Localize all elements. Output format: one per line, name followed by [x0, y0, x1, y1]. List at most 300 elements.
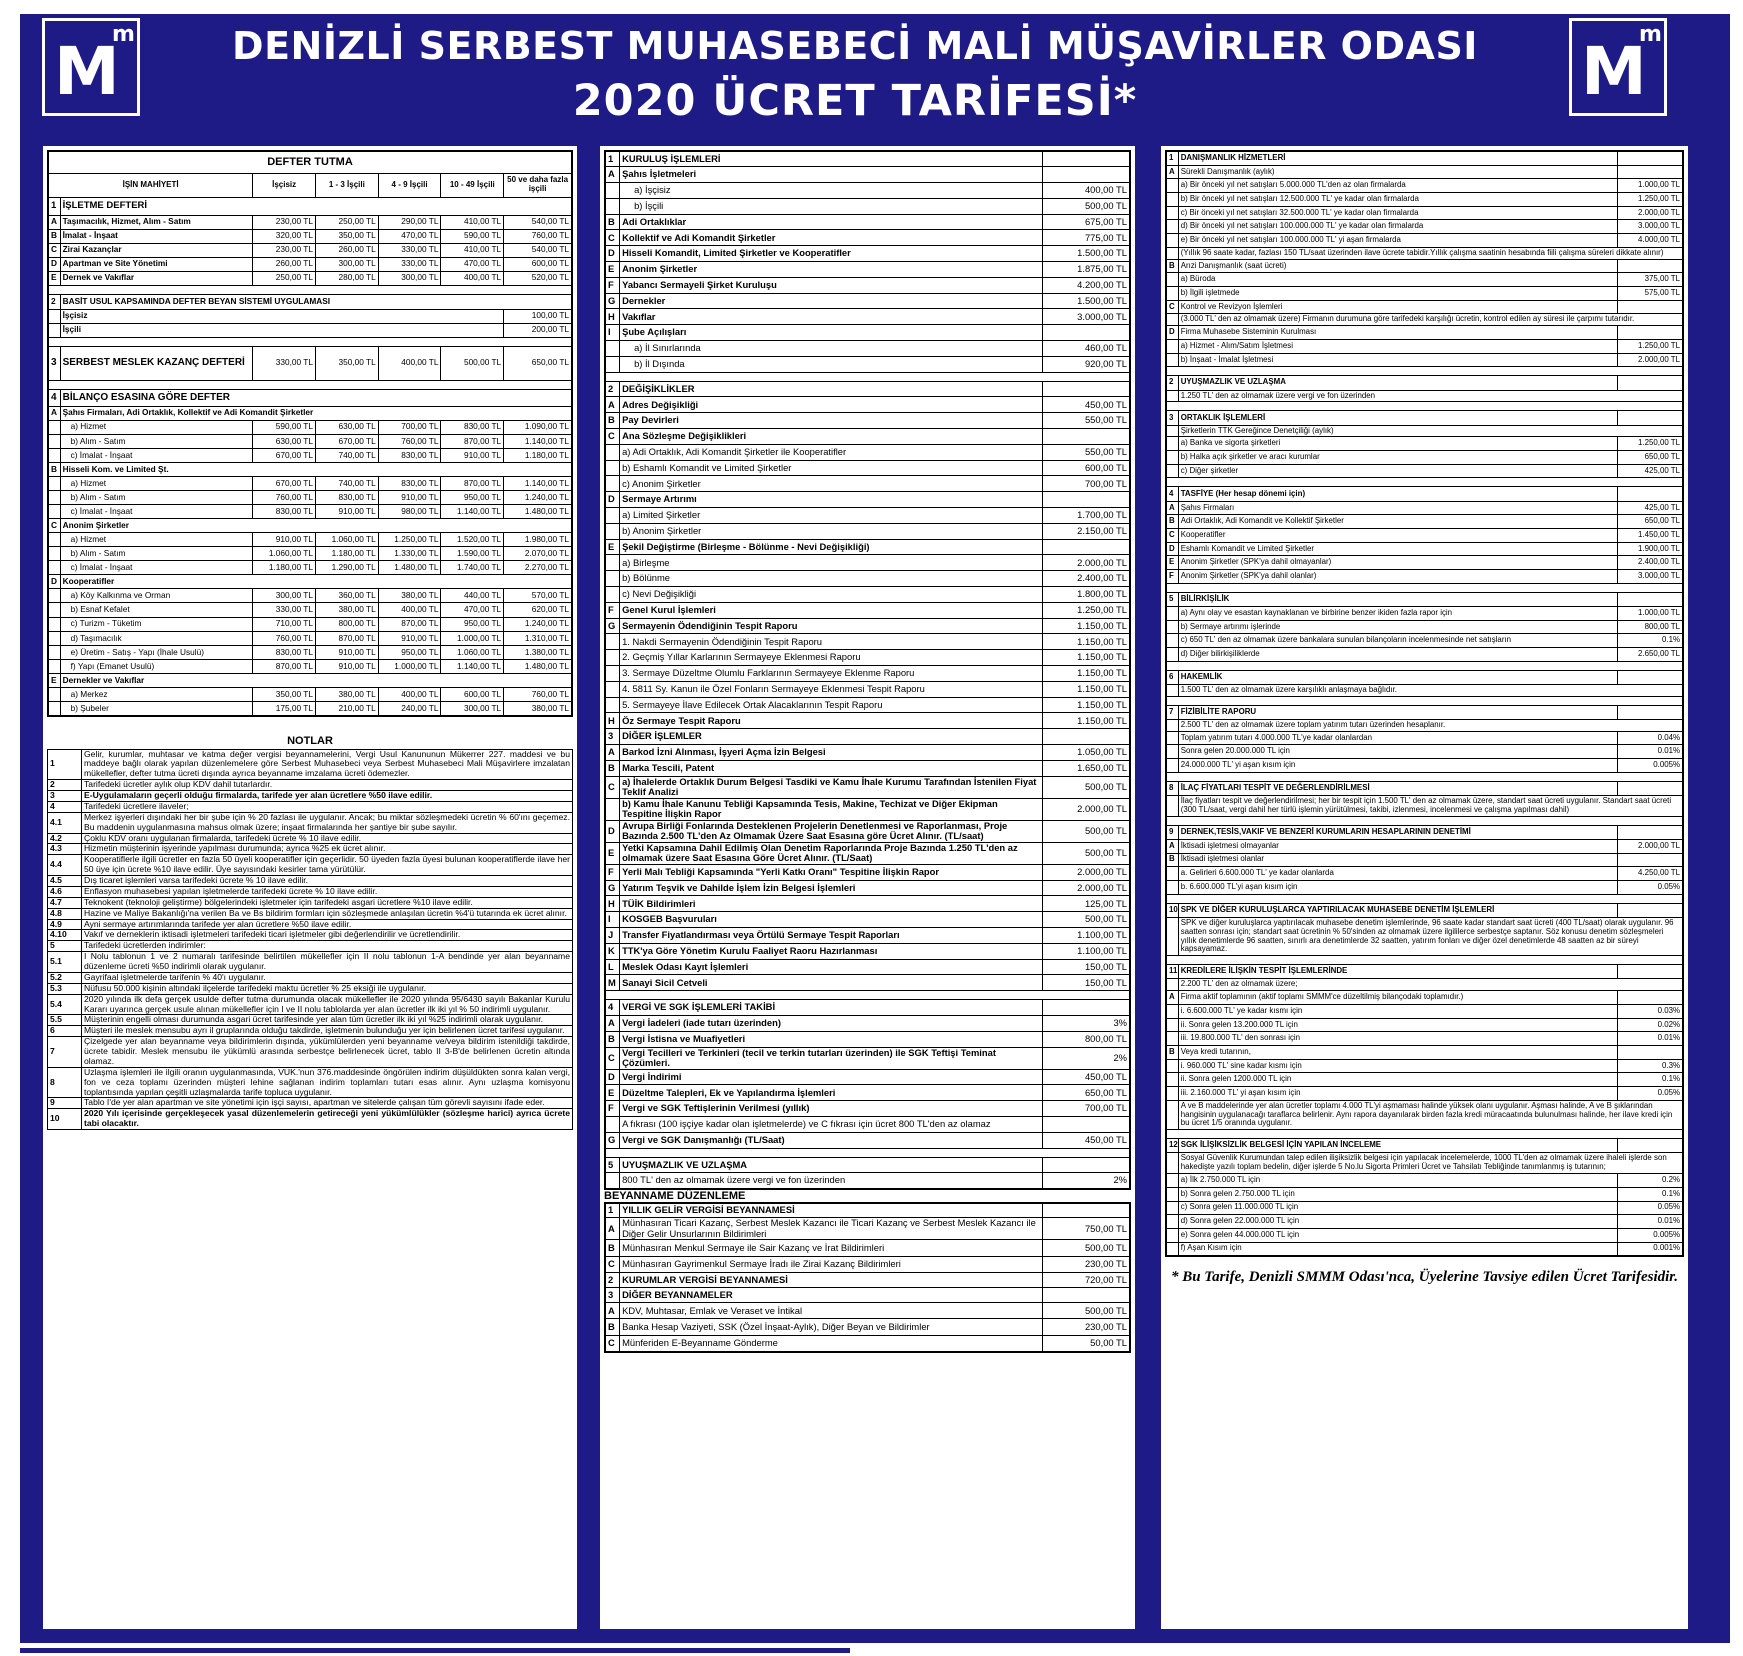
row-code: D — [1166, 542, 1178, 556]
row-code — [1166, 796, 1178, 817]
row-label: a) Hizmet - Alım/Satım İşletmesi — [1178, 339, 1618, 353]
row-label: TASFİYE (Her hesap dönemi için) — [1178, 487, 1618, 501]
price-cell: 2.400,00 TL — [1042, 571, 1130, 587]
note-row — [48, 876, 573, 887]
table-row — [1166, 853, 1683, 867]
row-code: F — [605, 1101, 620, 1117]
row-code: C — [1166, 300, 1178, 314]
logo-letter: M — [54, 33, 120, 110]
row-label: UYUŞMAZLIK VE UZLAŞMA — [620, 1157, 1043, 1173]
table-row — [605, 1117, 1130, 1133]
price-cell — [1618, 165, 1683, 179]
price-cell: 500,00 TL — [1042, 1303, 1130, 1319]
row-label: A ve B maddelerinde yer alan ücretler toplamı 4.000 TL'yi aşmaması halinde yüksek olanı uygulanır. Aşması halinde, A ve B şıklarından hangisinin uygulanacağı taraflarca belirlenir. Aynı rapora dayanılarak birden fazla kredi müracaatında bulunulması halinde, her ilave kredi için bu ücret 1/5 oranında uygulanır. — [1178, 1100, 1683, 1130]
row-code: E — [605, 1085, 620, 1101]
row-label: Sanayi Sicil Cetveli — [620, 975, 1043, 991]
price-cell: 1.050,00 TL — [1042, 744, 1130, 760]
table-row — [605, 697, 1130, 713]
row-code: D — [1166, 326, 1178, 340]
row-code: C — [48, 243, 60, 257]
table-row — [605, 1069, 1130, 1085]
row-label: a) Köy Kalkınma ve Orman — [60, 589, 253, 603]
price-cell — [1042, 539, 1130, 555]
table-row — [605, 555, 1130, 571]
note-row — [48, 1037, 573, 1068]
table-row — [1166, 991, 1683, 1005]
chamber-logo — [1569, 18, 1667, 116]
row-label: Taşımacılık, Hizmet, Alım - Satım — [60, 215, 253, 229]
price-cell: 410,00 TL — [441, 243, 504, 257]
note-number: 7 — [48, 1037, 82, 1068]
row-code: L — [605, 959, 620, 975]
row-code: H — [605, 713, 620, 729]
row-label: KURUMLAR VERGİSİ BEYANNAMESİ — [620, 1273, 1043, 1288]
row-code — [1166, 273, 1178, 287]
row-code — [605, 198, 620, 214]
table-row — [1166, 542, 1683, 556]
table-row — [1166, 339, 1683, 353]
price-cell: 740,00 TL — [315, 448, 378, 462]
price-cell: 240,00 TL — [378, 702, 441, 716]
note-number: 4.9 — [48, 919, 82, 930]
row-code — [605, 341, 620, 357]
price-cell: 0.01% — [1618, 1215, 1683, 1229]
table-row — [1166, 867, 1683, 881]
table-row — [1166, 353, 1683, 367]
price-cell: 440,00 TL — [441, 589, 504, 603]
table-row — [1166, 273, 1683, 287]
table-row — [605, 460, 1130, 476]
row-code — [1166, 425, 1178, 437]
logo-superscript: m — [112, 22, 135, 47]
table-row — [605, 650, 1130, 666]
table-row — [48, 448, 572, 462]
row-code — [1166, 1100, 1178, 1130]
section-title: SERBEST MESLEK KAZANÇ DEFTERİ — [60, 346, 253, 380]
price-cell — [1042, 1203, 1130, 1218]
row-label: DİĞER BEYANNAMELER — [620, 1288, 1043, 1303]
table-row — [1166, 206, 1683, 220]
row-code — [1166, 247, 1178, 259]
section-row — [1166, 411, 1683, 425]
row-code: F — [605, 864, 620, 880]
price-cell: 670,00 TL — [253, 476, 316, 490]
note-text: Müşteri ile meslek mensubu ayrı il gruplarında olduğu takdirde, işletmenin bulunduğu yer için belirlenen ücret tarifesi uygulanır. — [82, 1026, 573, 1037]
price-cell: 670,00 TL — [253, 448, 316, 462]
price-cell: 1.240,00 TL — [504, 617, 572, 631]
section-number: 3 — [48, 346, 60, 380]
spacer — [48, 337, 572, 346]
row-label: a. Gelirleri 6.600.000 TL' ye kadar olanlarda — [1178, 867, 1618, 881]
row-label: c) Bir önceki yıl net satışları 32.500.000 TL' ye kadar olan firmalarda — [1178, 206, 1618, 220]
row-code: E — [605, 539, 620, 555]
price-cell: 775,00 TL — [1042, 230, 1130, 246]
table-row — [605, 293, 1130, 309]
row-code — [605, 666, 620, 682]
price-cell: 1.180,00 TL — [315, 547, 378, 561]
row-code: E — [48, 271, 60, 285]
row-label: 24.000.000 TL' yi aşan kısım için — [1178, 759, 1618, 773]
spacer — [1166, 583, 1683, 592]
table-row — [605, 912, 1130, 928]
row-label: FİZİBİLİTE RAPORU — [1178, 705, 1618, 719]
table-row — [605, 246, 1130, 262]
row-code: E — [605, 842, 620, 864]
row-code — [605, 650, 620, 666]
table-row — [605, 1303, 1130, 1319]
row-code — [605, 460, 620, 476]
group-row — [48, 673, 572, 687]
price-cell: 250,00 TL — [253, 271, 316, 285]
row-label: SGK İLİŞİKSİZLİK BELGESİ İÇİN YAPILAN İNCELEME — [1178, 1139, 1618, 1153]
price-cell: 650,00 TL — [504, 346, 572, 380]
price-cell — [1618, 1139, 1683, 1153]
price-cell: 0.02% — [1618, 1018, 1683, 1032]
row-label: Veya kredi tutarının, — [1178, 1045, 1618, 1059]
price-cell — [1618, 300, 1683, 314]
price-cell: 1.000,00 TL — [378, 659, 441, 673]
section-row — [1166, 670, 1683, 684]
section-row — [1166, 592, 1683, 606]
row-code: C — [605, 1047, 620, 1069]
section-row — [605, 151, 1130, 167]
row-code: 4 — [1166, 487, 1178, 501]
table-row — [605, 618, 1130, 634]
spacer-row — [48, 285, 572, 294]
price-cell: 590,00 TL — [441, 229, 504, 243]
price-cell: 1.500,00 TL — [1042, 293, 1130, 309]
table-row — [48, 434, 572, 448]
row-code: A — [48, 215, 60, 229]
row-code — [48, 589, 60, 603]
spacer — [1166, 402, 1683, 411]
price-cell: 0.05% — [1618, 880, 1683, 894]
table-title: DEFTER TUTMA — [48, 151, 572, 173]
price-cell: 400,00 TL — [378, 346, 441, 380]
row-label: b) Anonim Şirketler — [620, 523, 1043, 539]
price-cell: 260,00 TL — [253, 257, 316, 271]
spacer — [1166, 661, 1683, 670]
price-cell: 600,00 TL — [441, 687, 504, 701]
table-row — [1166, 1228, 1683, 1242]
row-label: Münhasıran Menkul Sermaye ile Sair Kazanç ve İrat Bildirimleri — [620, 1240, 1043, 1256]
section-number: 2 — [48, 294, 60, 309]
note-row — [48, 1015, 573, 1026]
price-cell — [1042, 1157, 1130, 1173]
price-cell: 500,00 TL — [1042, 842, 1130, 864]
row-label: Sermaye Artırımı — [620, 492, 1043, 508]
row-label: a) İşçisiz — [620, 183, 1043, 199]
price-cell: 1.180,00 TL — [253, 561, 316, 575]
section-row — [605, 1273, 1130, 1288]
row-code: 4 — [605, 1000, 620, 1016]
table-row — [605, 341, 1130, 357]
price-cell: 870,00 TL — [441, 476, 504, 490]
row-code: 12 — [1166, 1139, 1178, 1153]
price-cell: 600,00 TL — [504, 257, 572, 271]
table-row — [1166, 165, 1683, 179]
price-cell: 150,00 TL — [1042, 959, 1130, 975]
row-code — [1166, 1004, 1178, 1018]
row-code — [605, 523, 620, 539]
note-text: Uzlaşma işlemleri ile ilgili oranın uygulanmasında, VUK.'nun 376.maddesinde öngörülen indirim düşüldükten sonra kalan vergi, fon ve ceza toplamı üzerinden müşteri lehine sağlanan indirim toplamları tutarı esas alınır. Aynı uzlaşma komisyonu toplantısında yapılan çeşitli uzlaşmalarda tarife topluca uygulanır. — [82, 1067, 573, 1098]
price-cell: 950,00 TL — [441, 617, 504, 631]
row-label: a) Bir önceki yıl net satışları 5.000.000 TL'den az olan firmalarda — [1178, 179, 1618, 193]
row-label: iii. 19.800.000 TL' den sonrası için — [1178, 1032, 1618, 1046]
row-label: UYUŞMAZLIK VE UZLAŞMA — [1178, 376, 1618, 390]
row-code — [48, 309, 60, 323]
price-cell: 1.250,00 TL — [1618, 339, 1683, 353]
note-text: Tarifedeki ücretler aylık olup KDV dahil tutarlardır. — [82, 780, 573, 791]
spacer — [1166, 1130, 1683, 1139]
price-cell: 100,00 TL — [504, 309, 572, 323]
price-cell: 950,00 TL — [441, 490, 504, 504]
table-row — [605, 214, 1130, 230]
price-cell: 2.270,00 TL — [504, 561, 572, 575]
price-cell: 540,00 TL — [504, 243, 572, 257]
table-row — [605, 262, 1130, 278]
table-row — [605, 1016, 1130, 1032]
table-row — [1166, 314, 1683, 326]
table-row — [1166, 451, 1683, 465]
table-row — [605, 523, 1130, 539]
left-panel — [43, 146, 577, 1629]
table-row — [48, 533, 572, 547]
row-label: b) Sermaye artırımı işlerinde — [1178, 620, 1618, 634]
row-code — [605, 681, 620, 697]
price-cell — [1618, 326, 1683, 340]
price-cell: 650,00 TL — [1618, 515, 1683, 529]
spacer — [1166, 367, 1683, 376]
price-cell: 230,00 TL — [253, 243, 316, 257]
table-row — [48, 215, 572, 229]
price-cell: 1.150,00 TL — [1042, 681, 1130, 697]
spacer-row — [1166, 478, 1683, 487]
row-label: b) Bir önceki yıl net satışları 12.500.000 TL' ye kadar olan firmalarda — [1178, 193, 1618, 207]
row-label: DANIŞMANLIK HİZMETLERİ — [1178, 151, 1618, 165]
row-label: İktisadi işletmesi olanlar — [1178, 853, 1618, 867]
note-row — [48, 812, 573, 833]
price-cell: 200,00 TL — [504, 323, 572, 337]
note-text: Gelir, kurumlar, muhtasar ve katma değer vergisi beyannamelerini, Vergi Usul Kanununun Mükerrer 227. maddesi ve bu maddeye bağlı olarak yapılan düzenlemelere göre Serbest Muhasebeci veya Serbest Muhasebeci Mali Müşavirlere imzalatan mükellefler, defter tutma ücreti dışında ayrıca beyanname imzalama ücreti ödemezler. — [82, 749, 573, 780]
row-code: 10 — [1166, 903, 1178, 917]
price-cell: 830,00 TL — [378, 448, 441, 462]
table-row — [1166, 648, 1683, 662]
spacer-row — [605, 1148, 1130, 1157]
price-cell: 1.060,00 TL — [253, 547, 316, 561]
price-cell: 3.000,00 TL — [1618, 570, 1683, 584]
price-cell: 1.140,00 TL — [441, 504, 504, 518]
price-cell: 0.1% — [1618, 634, 1683, 648]
price-cell: 2.000,00 TL — [1618, 839, 1683, 853]
row-code — [1166, 339, 1178, 353]
row-code: 1 — [605, 151, 620, 167]
price-cell: 1.330,00 TL — [378, 547, 441, 561]
price-cell: 1.060,00 TL — [441, 645, 504, 659]
note-text: Müşterinin engelli olması durumunda asgari ücret tarifesinde yer alan tüm ücretler ilk iki yıl %25 indirimli olarak uygulanır. — [82, 1015, 573, 1026]
row-label: Münhasıran Gayrimenkul Sermaye İradı ile Zirai Kazanç Bildirimleri — [620, 1256, 1043, 1272]
row-label: 2.200 TL' den az olmamak üzere; — [1178, 979, 1683, 991]
note-number: 9 — [48, 1098, 82, 1109]
price-cell: 2.000,00 TL — [1042, 798, 1130, 820]
price-cell: 1.310,00 TL — [504, 631, 572, 645]
table-row — [605, 397, 1130, 413]
group-title: Hisseli Kom. ve Limited Şt. — [60, 462, 572, 476]
row-code: A — [605, 397, 620, 413]
table-row — [1166, 719, 1683, 731]
table-row — [605, 1319, 1130, 1335]
section-row — [48, 294, 572, 309]
defter-tutma-table — [47, 150, 573, 717]
price-cell: 830,00 TL — [441, 420, 504, 434]
row-code: B — [605, 760, 620, 776]
price-cell: 1.590,00 TL — [441, 547, 504, 561]
row-code — [605, 508, 620, 524]
row-code — [605, 1117, 620, 1133]
row-code: 7 — [1166, 705, 1178, 719]
table-row — [1166, 247, 1683, 259]
price-cell: 175,00 TL — [253, 702, 316, 716]
row-code: G — [605, 880, 620, 896]
note-row — [48, 897, 573, 908]
price-cell: 280,00 TL — [315, 271, 378, 285]
price-cell — [1042, 729, 1130, 745]
row-label: 1.500 TL' den az olmamak üzere karşılıklı anlaşmaya bağlıdır. — [1178, 684, 1683, 696]
table-row — [1166, 234, 1683, 248]
price-cell: 1.250,00 TL — [1618, 437, 1683, 451]
note-row — [48, 983, 573, 994]
row-code — [48, 631, 60, 645]
table-row — [1166, 464, 1683, 478]
row-label: Adi Ortaklık, Adi Komandit ve Kollektif Şirketler — [1178, 515, 1618, 529]
price-cell: 600,00 TL — [1042, 460, 1130, 476]
row-code — [48, 323, 60, 337]
row-label: 2. Geçmiş Yıllar Karlarının Sermayeye Eklenmesi Raporu — [620, 650, 1043, 666]
row-code — [1166, 1228, 1178, 1242]
price-cell: 620,00 TL — [504, 603, 572, 617]
row-label: a) Banka ve sigorta şirketleri — [1178, 437, 1618, 451]
table-row — [1166, 1242, 1683, 1256]
price-cell: 470,00 TL — [441, 603, 504, 617]
table-row — [605, 864, 1130, 880]
col-header: İŞİN MAHİYETİ — [48, 173, 253, 197]
price-cell: 350,00 TL — [315, 229, 378, 243]
row-label: b) Şubeler — [60, 702, 253, 716]
price-cell: 2.000,00 TL — [1042, 555, 1130, 571]
section-row — [1166, 781, 1683, 795]
price-cell: 1.000,00 TL — [441, 631, 504, 645]
price-cell: 910,00 TL — [315, 659, 378, 673]
price-cell: 1.090,00 TL — [504, 420, 572, 434]
row-label: Şahıs Firmaları — [1178, 501, 1618, 515]
row-label: a) Limited Şirketler — [620, 508, 1043, 524]
row-label: Sürekli Danışmanlık (aylık) — [1178, 165, 1618, 179]
price-cell: 1.140,00 TL — [504, 434, 572, 448]
row-label: a) İlk 2.750.000 TL için — [1178, 1174, 1618, 1188]
note-text: Tablo I'de yer alan apartman ve site yönetimi için işçi sayısı, apartman ve sitelerde çalışan tüm görevli sayısını ifade eder. — [82, 1098, 573, 1109]
table-row — [1166, 839, 1683, 853]
row-code: 6 — [1166, 670, 1178, 684]
group-row — [48, 519, 572, 533]
row-code: G — [605, 293, 620, 309]
table-row — [605, 492, 1130, 508]
table-row — [1166, 1153, 1683, 1174]
price-cell: 650,00 TL — [1042, 1085, 1130, 1101]
spacer-row — [1166, 696, 1683, 705]
row-label: Genel Kurul İşlemleri — [620, 602, 1043, 618]
section-row — [605, 1157, 1130, 1173]
right-panel — [1161, 146, 1688, 1629]
price-cell: 1.290,00 TL — [315, 561, 378, 575]
price-cell: 1.480,00 TL — [378, 561, 441, 575]
row-code — [1166, 606, 1178, 620]
row-code: E — [1166, 556, 1178, 570]
table-row — [605, 744, 1130, 760]
row-label: a) Hizmet — [60, 533, 253, 547]
note-text: Tarifedeki ücretlere ilaveler; — [82, 801, 573, 812]
note-row — [48, 1067, 573, 1098]
row-label: Pay Devirleri — [620, 413, 1043, 429]
spacer — [1166, 696, 1683, 705]
price-cell: 2.000,00 TL — [1042, 880, 1130, 896]
price-cell: 870,00 TL — [253, 659, 316, 673]
row-code — [1166, 1215, 1178, 1229]
table-row — [605, 943, 1130, 959]
price-cell: 1.000,00 TL — [1618, 179, 1683, 193]
row-code — [605, 555, 620, 571]
row-label: c) Anonim Şirketler — [620, 476, 1043, 492]
row-code — [1166, 464, 1178, 478]
table-row — [605, 1240, 1130, 1256]
price-cell: 260,00 TL — [315, 243, 378, 257]
section-row — [1166, 1139, 1683, 1153]
price-cell: 760,00 TL — [504, 687, 572, 701]
table-row — [605, 1031, 1130, 1047]
price-cell: 800,00 TL — [1618, 620, 1683, 634]
table-row — [48, 617, 572, 631]
price-cell: 800,00 TL — [315, 617, 378, 631]
row-code — [1166, 1201, 1178, 1215]
note-row — [48, 972, 573, 983]
row-label: Barkod İzni Alınması, İşyeri Açma İzin Belgesi — [620, 744, 1043, 760]
table-row — [48, 645, 572, 659]
price-cell: 0.1% — [1618, 1073, 1683, 1087]
price-cell: 1.150,00 TL — [1042, 634, 1130, 650]
row-code — [48, 448, 60, 462]
table-row — [605, 1047, 1130, 1069]
row-code — [1166, 206, 1178, 220]
row-code: I — [605, 325, 620, 341]
note-row — [48, 886, 573, 897]
row-label: b) Alım - Satım — [60, 547, 253, 561]
price-cell: 450,00 TL — [1042, 1132, 1130, 1148]
price-cell: 520,00 TL — [504, 271, 572, 285]
table-row — [1166, 556, 1683, 570]
price-cell: 4.000,00 TL — [1618, 234, 1683, 248]
spacer — [1166, 894, 1683, 903]
price-cell: 1.000,00 TL — [1618, 606, 1683, 620]
row-code: C — [605, 230, 620, 246]
row-code: B — [1166, 1045, 1178, 1059]
row-label: c) Diğer şirketler — [1178, 464, 1618, 478]
row-code — [605, 634, 620, 650]
table-row — [1166, 1087, 1683, 1101]
row-label: b) İnşaat - İmalat İşletmesi — [1178, 353, 1618, 367]
table-row — [48, 659, 572, 673]
note-number: 5.5 — [48, 1015, 82, 1026]
price-cell: 400,00 TL — [378, 603, 441, 617]
row-code — [605, 798, 620, 820]
